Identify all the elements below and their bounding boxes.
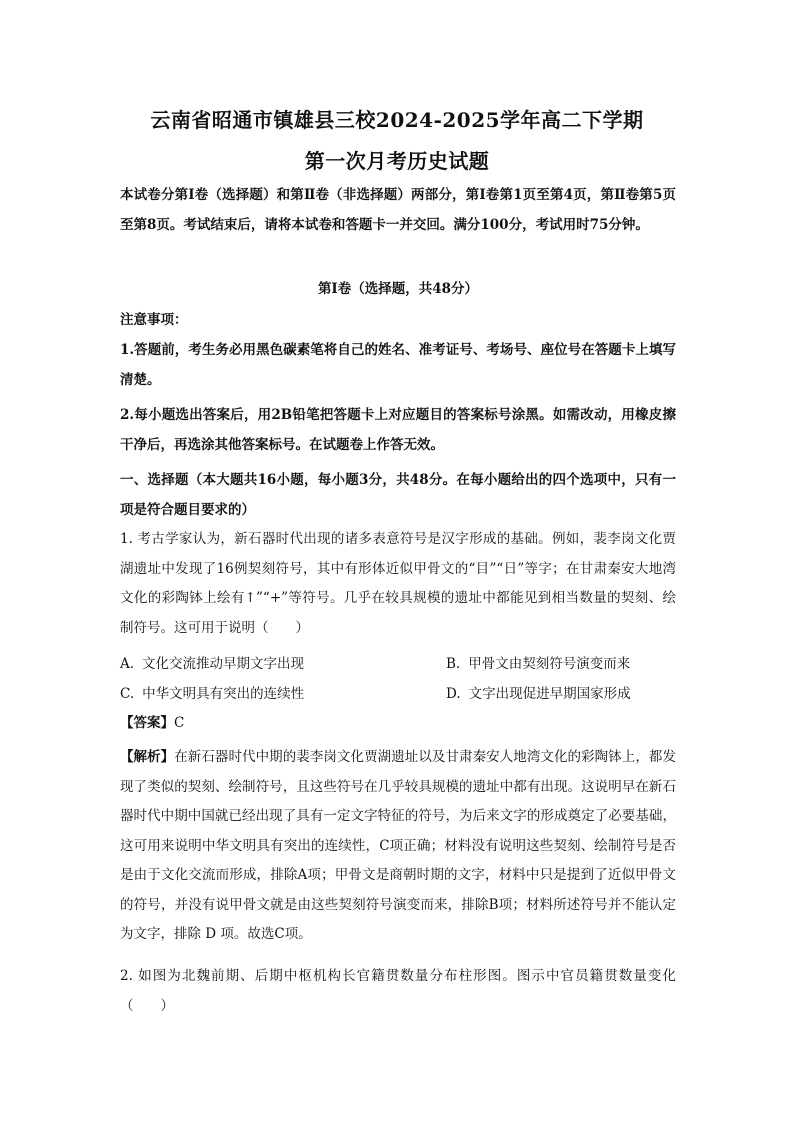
- q1-analysis-label: 【解析】: [120, 749, 175, 765]
- q1-analysis-text: 在新石器时代中期的裴李岗文化贾湖遗址以及甘肃秦安人地湾文化的彩陶钵上，都发现了类似的契刻、绘制符号，且这些符号在几乎较具规模的遗址中都有出现。这说明早在新石器时代中期中国就已经出现了具有一定文字特征的符号，为后来文字的形成奠定了必要基础，这可用来说明中华文明具有突出的连续性，C项正确；材料没有说明这些契刻、绘制符号是否是由于文化交流而形成，排除A项；甲骨文是商朝时期的文字，材料中只是提到了近似甲骨文的符号，并没有说甲骨文就是由这些契刻符号演变而来，排除B项；材料所述符号并不能认定为文字，排除 D 项。故选C项。: [120, 749, 676, 942]
- question-1-stem: 1. 考古学家认为，新石器时代出现的诸多表意符号是汉字形成的基础。例如，裴李岗文化贾湖遗址中发现了16例契刻符号，其中有形体近似甲骨文的“目”“日”等字；在甘肃秦安大地湾文化的彩陶钵上绘有↑”“+”等符号。几乎在较具规模的遗址中都能见到相当数量的契刻、绘制符号。这可用于说明（ ）: [120, 531, 676, 636]
- section-heading: 第Ⅰ卷（选择题，共48分）: [317, 281, 479, 297]
- q1-answer: [120, 709, 676, 739]
- q1-option-c-text: 中华文明具有突出的连续性: [142, 686, 305, 702]
- q1-analysis: [120, 743, 676, 950]
- q1-option-a-text: 文化交流推动早期文字出现: [142, 656, 305, 672]
- q1-option-d-letter: D.: [446, 686, 461, 702]
- question-2-stem: 2. 如图为北魏前期、后期中枢机构长官籍贯数量分布柱形图。图示中官员籍贯数量变化（ ）: [120, 968, 676, 1014]
- q1-option-d: [446, 684, 631, 704]
- q1-option-c: [120, 684, 304, 704]
- page-subtitle: 第一次月考历史试题: [304, 149, 490, 173]
- notes-item-1: 1.答题前，考生务必用黑色碳素笔将自己的姓名、准考证号、考场号、座位号在答题卡上填写清楚。: [120, 342, 676, 388]
- q1-option-d-text: 文字出现促进早期国家形成: [468, 686, 631, 702]
- q1-option-c-letter: C.: [120, 686, 135, 702]
- q1-option-b-letter: B.: [446, 656, 461, 672]
- notes-item-2: 2.每小题选出答案后，用2B铅笔把答题卡上对应题目的答案标号涂黑。如需改动，用橡皮擦干净后，再选涂其他答案标号。在试题卷上作答无效。: [120, 407, 676, 453]
- page-title: 云南省昭通市镇雄县三校2024-2025学年高二下学期: [150, 108, 644, 132]
- intro-text: 本试卷分第Ⅰ卷（选择题）和第Ⅱ卷（非选择题）两部分，第Ⅰ卷第1页至第4页，第Ⅱ卷第5页至第8页。考试结束后，请将本试卷和答题卡一并交回。满分100分，考试用时75分钟。: [120, 187, 676, 233]
- q1-answer-label: 【答案】: [120, 715, 174, 731]
- q1-option-a: [120, 654, 304, 674]
- q1-answer-value: C: [174, 715, 185, 731]
- q1-option-a-letter: A.: [120, 656, 135, 672]
- q1-option-b: [446, 654, 630, 674]
- notes-heading: 注意事项：: [120, 312, 188, 328]
- q1-option-b-text: 甲骨文由契刻符号演变而来: [468, 656, 631, 672]
- part-heading: 一、选择题（本大题共16小题，每小题3分，共48分。在每小题给出的四个选项中，只有一项是符合题目要求的）: [120, 472, 676, 518]
